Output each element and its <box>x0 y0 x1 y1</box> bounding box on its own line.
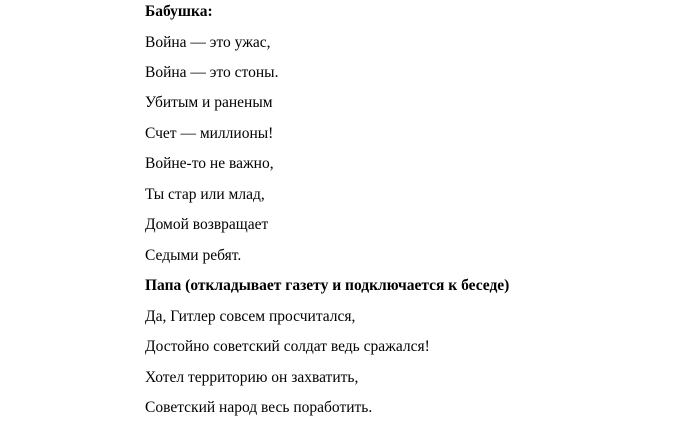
verse-line: Война — это ужас, <box>145 34 271 51</box>
verse-line: Советский народ весь поработить. <box>145 399 373 416</box>
verse-line: Хотел территорию он захватить, <box>145 369 359 386</box>
verse-line: Домой возвращает <box>145 216 269 233</box>
verse-line: Достойно советский солдат ведь сражался! <box>145 338 430 355</box>
verse-line: Войне-то не важно, <box>145 155 274 172</box>
verse-line: Война — это стоны. <box>145 64 279 81</box>
verse-line: Седыми ребят. <box>145 247 242 264</box>
verse-line: Убитым и раненым <box>145 94 273 111</box>
verse-line: Счет — миллионы! <box>145 125 274 142</box>
speaker-dad: Папа (откладывает газету и подключается к беседе) <box>145 277 510 294</box>
verse-line: Да, Гитлер совсем просчитался, <box>145 308 356 325</box>
speaker-grandma: Бабушка: <box>145 3 213 20</box>
verse-line: Ты стар или млад, <box>145 186 265 203</box>
